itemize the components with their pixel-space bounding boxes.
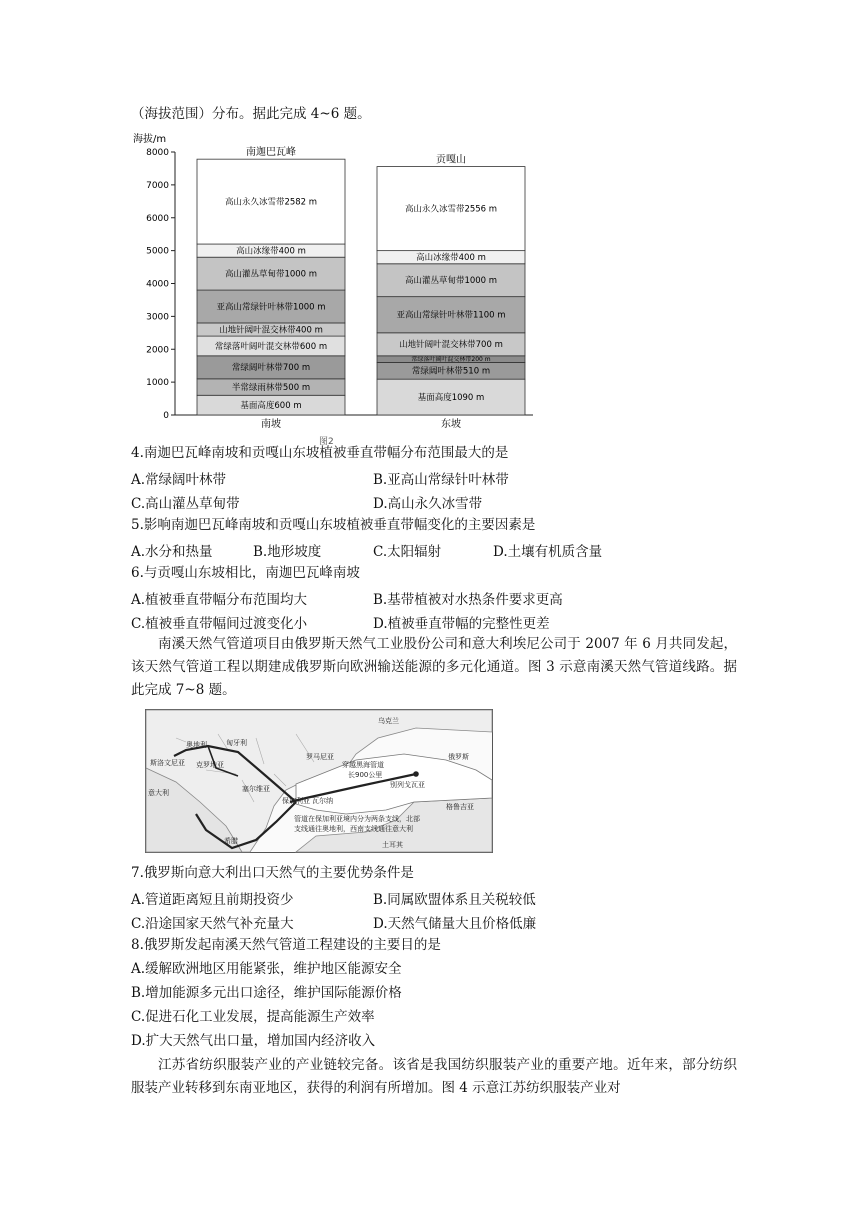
q6-stem: 6.与贡嘎山东坡相比，南迦巴瓦峰南坡 xyxy=(131,565,360,581)
q5-option-d: D.土壤有机质含量 xyxy=(493,544,603,560)
y-tick-label: 6000 xyxy=(146,213,169,224)
column-title: 南迦巴瓦峰 xyxy=(246,147,296,159)
q8-option-b: B.增加能源多元出口途径，维护国际能源价格 xyxy=(131,985,402,1001)
label-italy: 意大利 xyxy=(148,789,169,797)
label-austria: 奥地利 xyxy=(186,741,207,749)
column-namjagbarwa xyxy=(197,145,345,430)
belt-label: 基面高度1090 m xyxy=(417,392,485,403)
q6-option-c: C.植被垂直带幅间过渡变化小 xyxy=(131,616,308,632)
q4-option-d: D.高山永久冰雪带 xyxy=(373,496,483,512)
belt-label: 常绿阔叶林带510 m xyxy=(411,366,491,377)
belt-label: 常绿落叶阔叶混交林带200 m xyxy=(411,356,491,364)
belt-label: 半常绿雨林带500 m xyxy=(231,382,311,393)
belt-label: 高山永久冰雪带2582 m xyxy=(224,197,318,208)
belt-label: 高山灌丛草甸带1000 m xyxy=(404,276,498,287)
q8-option-d: D.扩大天然气出口量，增加国内经济收入 xyxy=(131,1033,376,1049)
intro-tail: （海拔范围）分布。据此完成 4~6 题。 xyxy=(131,106,371,122)
y-tick-label: 3000 xyxy=(146,312,169,323)
label-greece: 希腊 xyxy=(224,837,238,845)
belt-label: 山地针阔叶混交林带400 m xyxy=(219,325,323,336)
q6-option-a: A.植被垂直带幅分布范围均大 xyxy=(131,592,308,608)
chart-columns xyxy=(197,145,525,430)
q5-stem: 5.影响南迦巴瓦峰南坡和贡嘎山东坡植被垂直带幅变化的主要因素是 xyxy=(131,517,536,533)
y-tick-label: 5000 xyxy=(146,246,169,257)
q8-option-a: A.缓解欧洲地区用能紧张，维护地区能源安全 xyxy=(131,961,402,977)
y-tick-label: 1000 xyxy=(146,378,169,389)
belt-label: 常绿落叶阔叶混交林带600 m xyxy=(214,341,328,352)
belt-label: 常绿阔叶林带700 m xyxy=(231,363,311,374)
q6-option-d: D.植被垂直带幅的完整性更差 xyxy=(373,616,550,632)
belt-label: 山地针阔叶混交林带700 m xyxy=(399,340,503,351)
y-tick-label: 0 xyxy=(163,411,169,421)
belt-label: 高山冰缘带400 m xyxy=(416,253,486,264)
belt-label: 亚高山常绿针叶林带1100 m xyxy=(396,310,506,321)
label-bulgaria: 保加利亚 xyxy=(282,797,310,805)
y-tick-label: 7000 xyxy=(146,180,169,191)
q4-option-b: B.亚高山常绿针叶林带 xyxy=(373,472,509,488)
belt-label: 基面高度600 m xyxy=(240,400,302,411)
q7-option-c: C.沿途国家天然气补充量大 xyxy=(131,916,294,932)
q4-option-a: A.常绿阔叶林带 xyxy=(131,472,227,488)
y-tick-label: 8000 xyxy=(146,148,169,158)
label-croatia: 克罗地亚 xyxy=(196,761,224,769)
q7-option-b: B.同属欧盟体系且关税较低 xyxy=(373,892,536,908)
passage-south-stream: 南溪天然气管道项目由俄罗斯天然气工业股份公司和意大利埃尼公司于 2007 年 6 月共同发起，该天然气管道工程以期建成俄罗斯向欧洲输送能源的多元化通道。图 3 示意南溪天然气管道线路。据此完成 7~8 题。 xyxy=(131,636,737,698)
map-note-line2: 支线通往奥地利，西南支线通往意大利 xyxy=(294,825,413,833)
pipeline-start-point xyxy=(413,771,419,777)
q7-stem: 7.俄罗斯向意大利出口天然气的主要优势条件是 xyxy=(131,865,414,881)
q5-option-b: B.地形坡度 xyxy=(253,544,322,560)
q5-option-a: A.水分和热量 xyxy=(131,544,213,560)
belt-label: 高山灌丛草甸带1000 m xyxy=(224,269,318,280)
column-gongga xyxy=(377,153,525,430)
label-blacksea-pipe: 穿越黑海管道 xyxy=(342,761,384,769)
q7-option-d: D.天然气储量大且价格低廉 xyxy=(373,916,537,932)
pipeline-map xyxy=(145,709,493,853)
column-bottom-label: 南坡 xyxy=(261,419,281,430)
belt-label: 亚高山常绿针叶林带1000 m xyxy=(216,302,326,313)
label-pipe-length: 长900公里 xyxy=(348,771,383,779)
q4-option-c: C.高山灌丛草甸带 xyxy=(131,496,240,512)
q5-option-c: C.太阳辐射 xyxy=(373,544,442,560)
chart-ylabel: 海拔/m xyxy=(133,134,167,145)
map-note-line1: 管道在保加利亚境内分为两条支线，北部 xyxy=(294,815,420,823)
label-slovenia: 斯洛文尼亚 xyxy=(150,759,185,767)
column-bottom-label: 东坡 xyxy=(441,419,461,430)
label-varna: 瓦尔纳 xyxy=(312,797,333,805)
passage-jiangsu-textile: 江苏省纺织服装产业的产业链较完备。该省是我国纺织服装产业的重要产地。近年来，部分纺织服装产业转移到东南亚地区，获得的利润有所增加。图 4 示意江苏纺织服装产业对 xyxy=(131,1057,737,1096)
belt-label: 高山永久冰雪带2556 m xyxy=(404,204,498,215)
label-beregovaya: 别列戈瓦亚 xyxy=(390,781,425,789)
label-serbia: 塞尔维亚 xyxy=(242,785,270,793)
y-tick-label: 2000 xyxy=(146,345,169,356)
q8-stem: 8.俄罗斯发起南溪天然气管道工程建设的主要目的是 xyxy=(131,937,441,953)
label-russia: 俄罗斯 xyxy=(448,753,469,761)
label-turkey: 土耳其 xyxy=(382,841,403,849)
y-tick-label: 4000 xyxy=(146,279,169,290)
label-romania: 罗马尼亚 xyxy=(306,753,334,761)
figure-caption-partial: 图2 xyxy=(319,437,334,447)
q4-stem: 4.南迦巴瓦峰南坡和贡嘎山东坡植被垂直带幅分布范围最大的是 xyxy=(131,445,509,461)
column-title: 贡嘎山 xyxy=(436,154,466,166)
q8-option-c: C.促进石化工业发展，提高能源生产效率 xyxy=(131,1009,375,1025)
label-hungary: 匈牙利 xyxy=(226,739,247,747)
belt-label: 高山冰缘带400 m xyxy=(236,246,306,257)
q7-option-a: A.管道距离短且前期投资少 xyxy=(131,892,294,908)
label-georgia: 格鲁吉亚 xyxy=(446,803,474,811)
label-ukraine: 乌克兰 xyxy=(378,717,399,725)
vegetation-belt-chart xyxy=(131,128,541,447)
q6-option-b: B.基带植被对水热条件要求更高 xyxy=(373,592,563,608)
